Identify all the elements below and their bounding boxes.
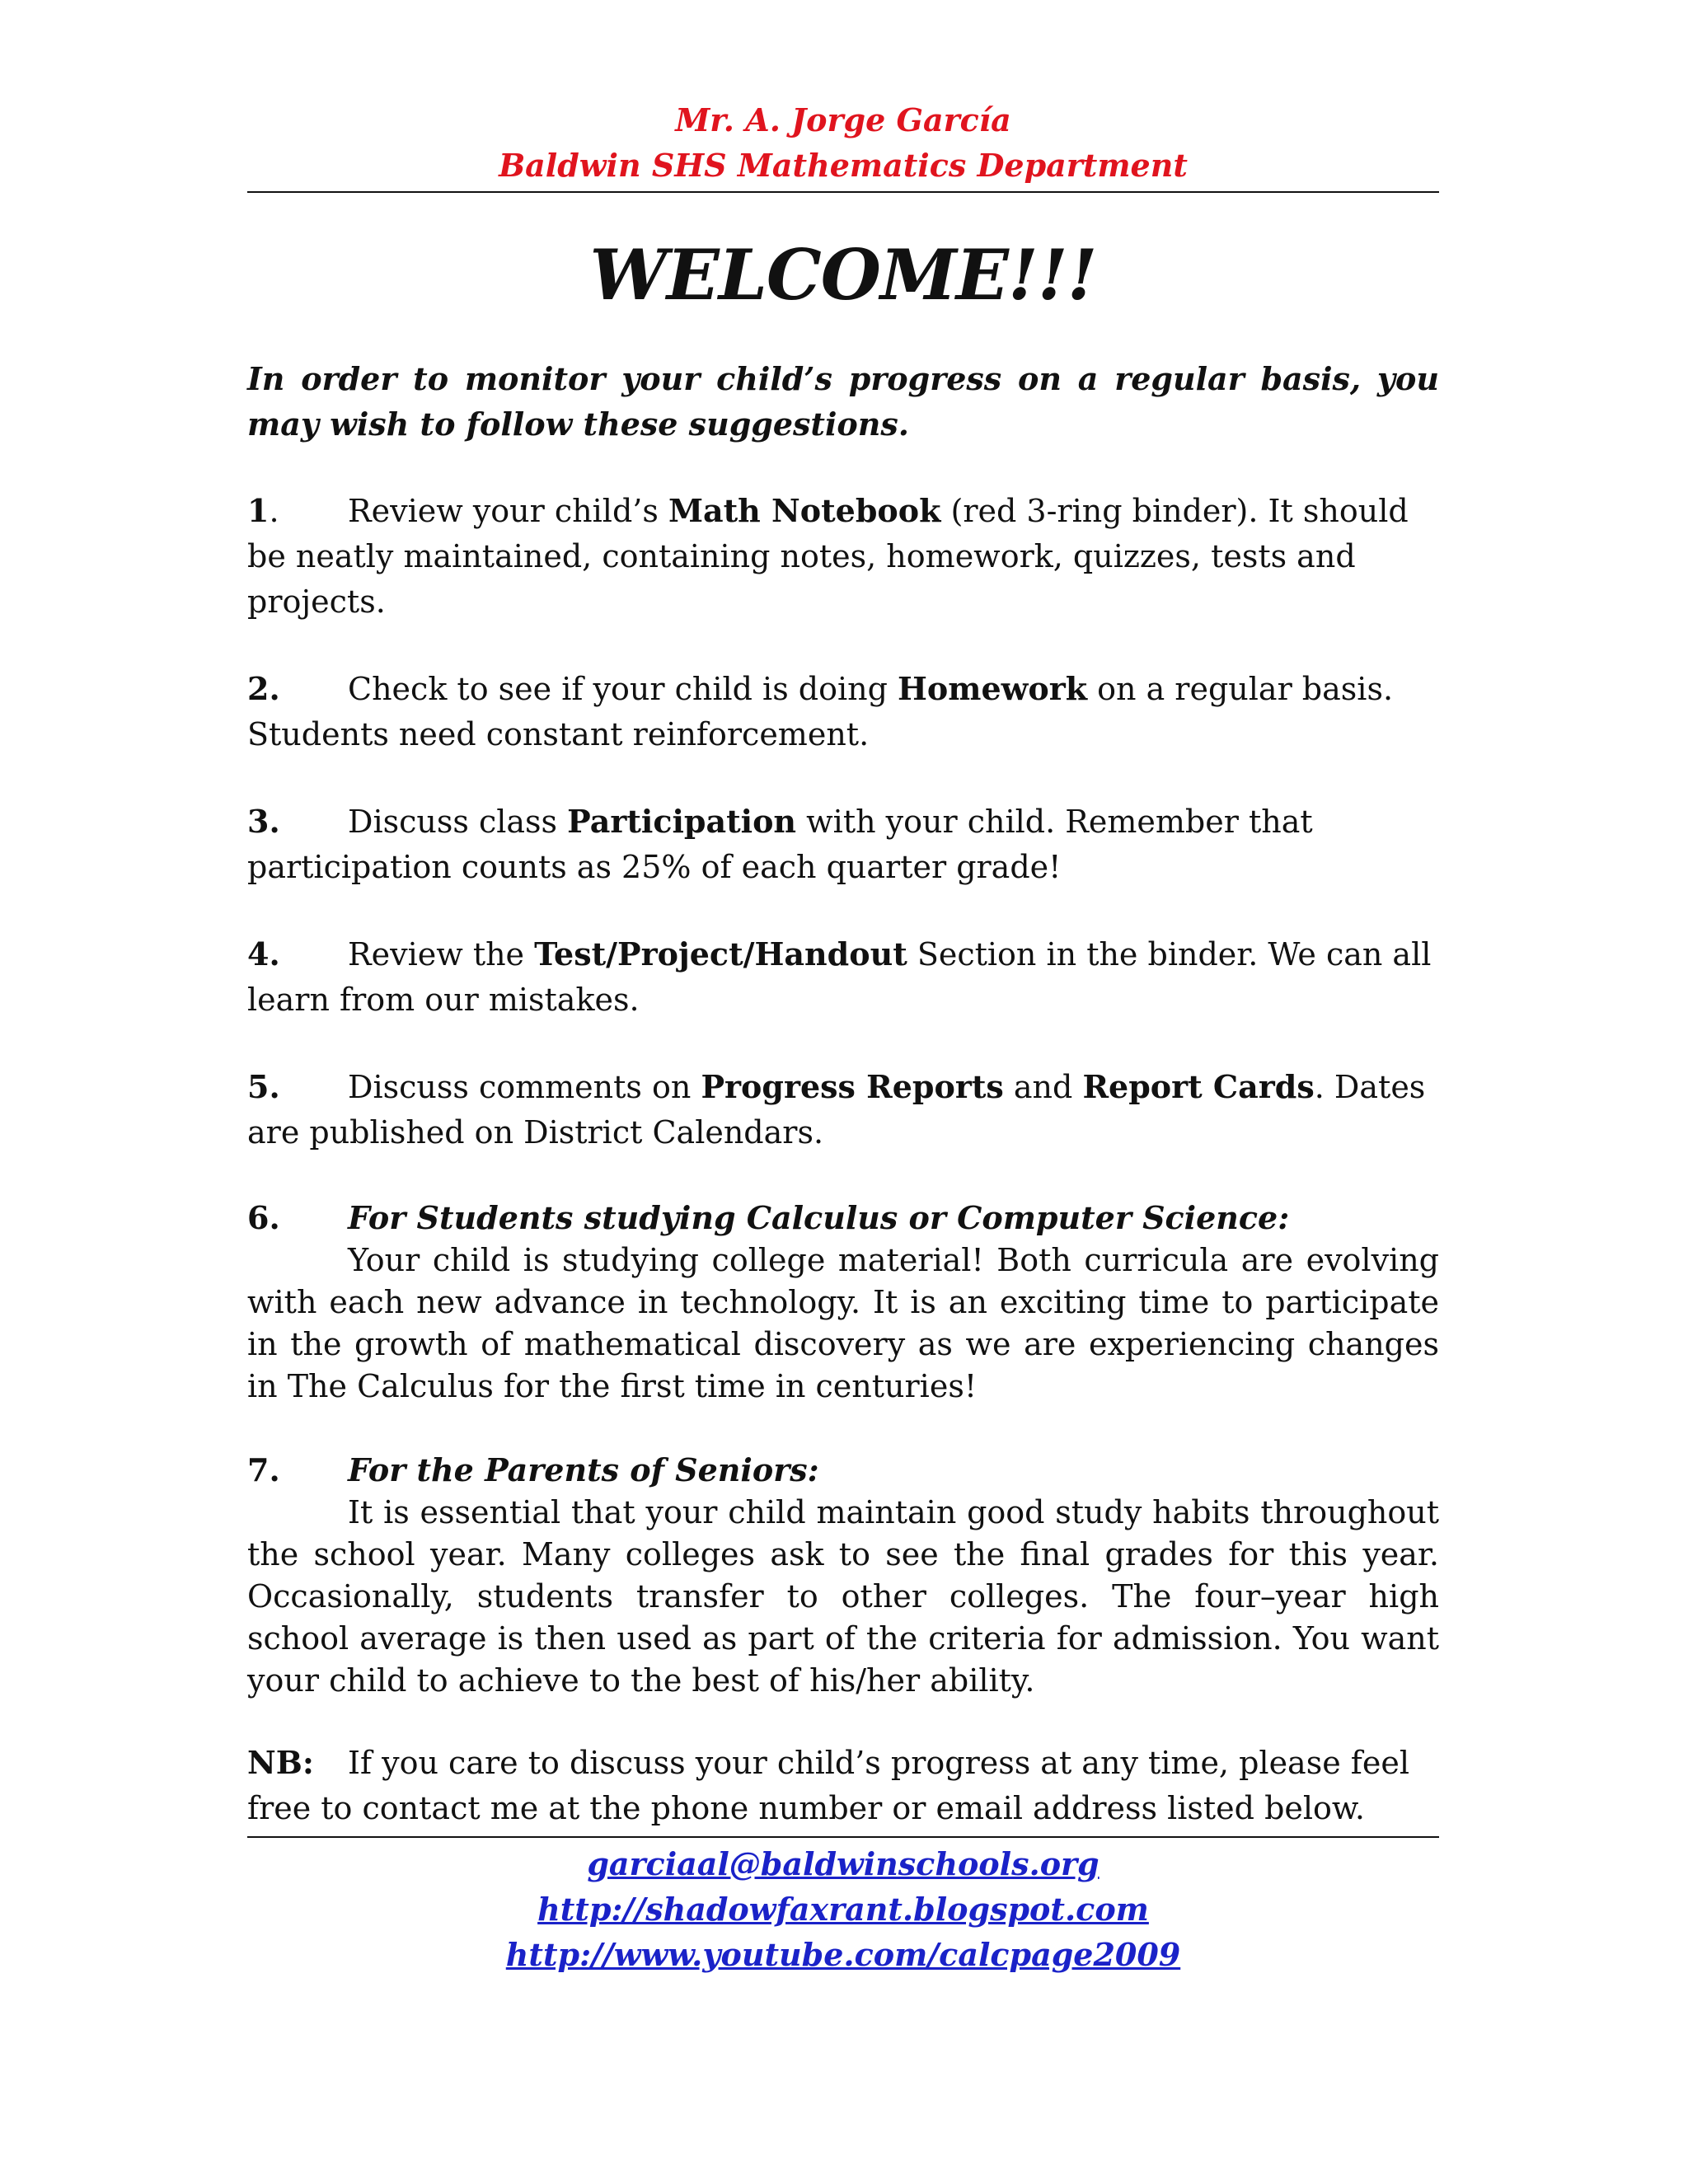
- document-page: [247, 0, 1439, 1977]
- item-text-post: with your child. Remember that participation counts as 25% of each quarter grade!: [247, 804, 1313, 885]
- item-text-post: Section in the binder. We can all learn from our mistakes.: [247, 936, 1432, 1018]
- item-heading: For Students studying Calculus or Computer Science:: [348, 1199, 1290, 1236]
- item-body: It is essential that your child maintain good study habits throughout the school year. Many colleges ask to see the final grades for this year. Occasionally, students transfer to other colleges. The four–year high school average is then used as part of the criteria for admission. You want your child to achieve to the best of his/her ability.: [247, 1494, 1439, 1699]
- header-divider: [247, 191, 1439, 193]
- nb-label: NB:: [247, 1744, 314, 1781]
- contact-links: [247, 1841, 1439, 1977]
- footer-divider: [247, 1836, 1439, 1838]
- suggestion-item-7: [247, 1449, 1439, 1702]
- item-text-bold: Progress Reports: [701, 1068, 1004, 1105]
- item-heading: For the Parents of Seniors:: [348, 1451, 819, 1488]
- item-text-pre: Review your child’s: [348, 493, 668, 529]
- item-text-bold: Math Notebook: [668, 492, 941, 529]
- item-text-pre: Discuss class: [348, 804, 568, 840]
- blog-link[interactable]: http://shadowfaxrant.blogspot.com: [537, 1891, 1149, 1928]
- item-text-post: on a regular basis. Students need constant reinforcement.: [247, 671, 1394, 752]
- email-link[interactable]: garciaal@baldwinschools.org: [587, 1845, 1100, 1882]
- page-title: WELCOME!!!: [589, 234, 1097, 316]
- item-text-bold: Participation: [567, 803, 797, 840]
- item-number: 5.: [247, 1068, 280, 1105]
- department-name: Baldwin SHS Mathematics Department: [499, 147, 1188, 184]
- item-number: 2.: [247, 670, 280, 707]
- item-number: 4.: [247, 935, 280, 972]
- suggestion-item-2: [247, 666, 1439, 757]
- item-heading-row: [247, 1197, 1439, 1240]
- letterhead: [247, 0, 1439, 188]
- item-number: 6.: [247, 1199, 280, 1236]
- item-text-bold: Homework: [898, 670, 1088, 707]
- item-text-post: . Dates are published on District Calendars.: [247, 1069, 1426, 1151]
- item-text-pre: Review the: [348, 936, 535, 972]
- author-name: Mr. A. Jorge García: [675, 101, 1011, 138]
- item-text-bold-2: Report Cards: [1082, 1068, 1315, 1105]
- item-heading-row: [247, 1449, 1439, 1492]
- suggestion-item-3: [247, 799, 1439, 890]
- item-text-post: (red 3-ring binder). It should be neatly maintained, containing notes, homework, quizzes, tests and projects.: [247, 493, 1409, 620]
- suggestion-item-1: [247, 488, 1439, 625]
- youtube-link[interactable]: http://www.youtube.com/calcpage2009: [505, 1936, 1181, 1973]
- item-body: Your child is studying college material! Both curricula are evolving with each new advance in technology. It is an exciting time to participate in the growth of mathematical discovery as we are experiencing changes in The Calculus for the first time in centuries!: [247, 1242, 1439, 1404]
- item-number: 7.: [247, 1451, 280, 1488]
- item-text-bold: Test/Project/Handout: [534, 935, 907, 972]
- item-number: 1.: [247, 492, 279, 529]
- intro-text: In order to monitor your child’s progress on a regular basis, you may wish to follow these suggestions.: [247, 360, 1439, 443]
- item-number: 3.: [247, 803, 280, 840]
- nb-note: [247, 1740, 1439, 1831]
- nb-text: If you care to discuss your child’s progress at any time, please feel free to contact me at the phone number or email address listed below.: [247, 1745, 1409, 1826]
- item-text-mid: and: [1003, 1069, 1083, 1105]
- item-text-pre: Discuss comments on: [348, 1069, 701, 1105]
- suggestion-item-5: [247, 1064, 1439, 1155]
- suggestion-item-4: [247, 931, 1439, 1023]
- suggestion-item-6: [247, 1197, 1439, 1408]
- item-text-pre: Check to see if your child is doing: [348, 671, 898, 707]
